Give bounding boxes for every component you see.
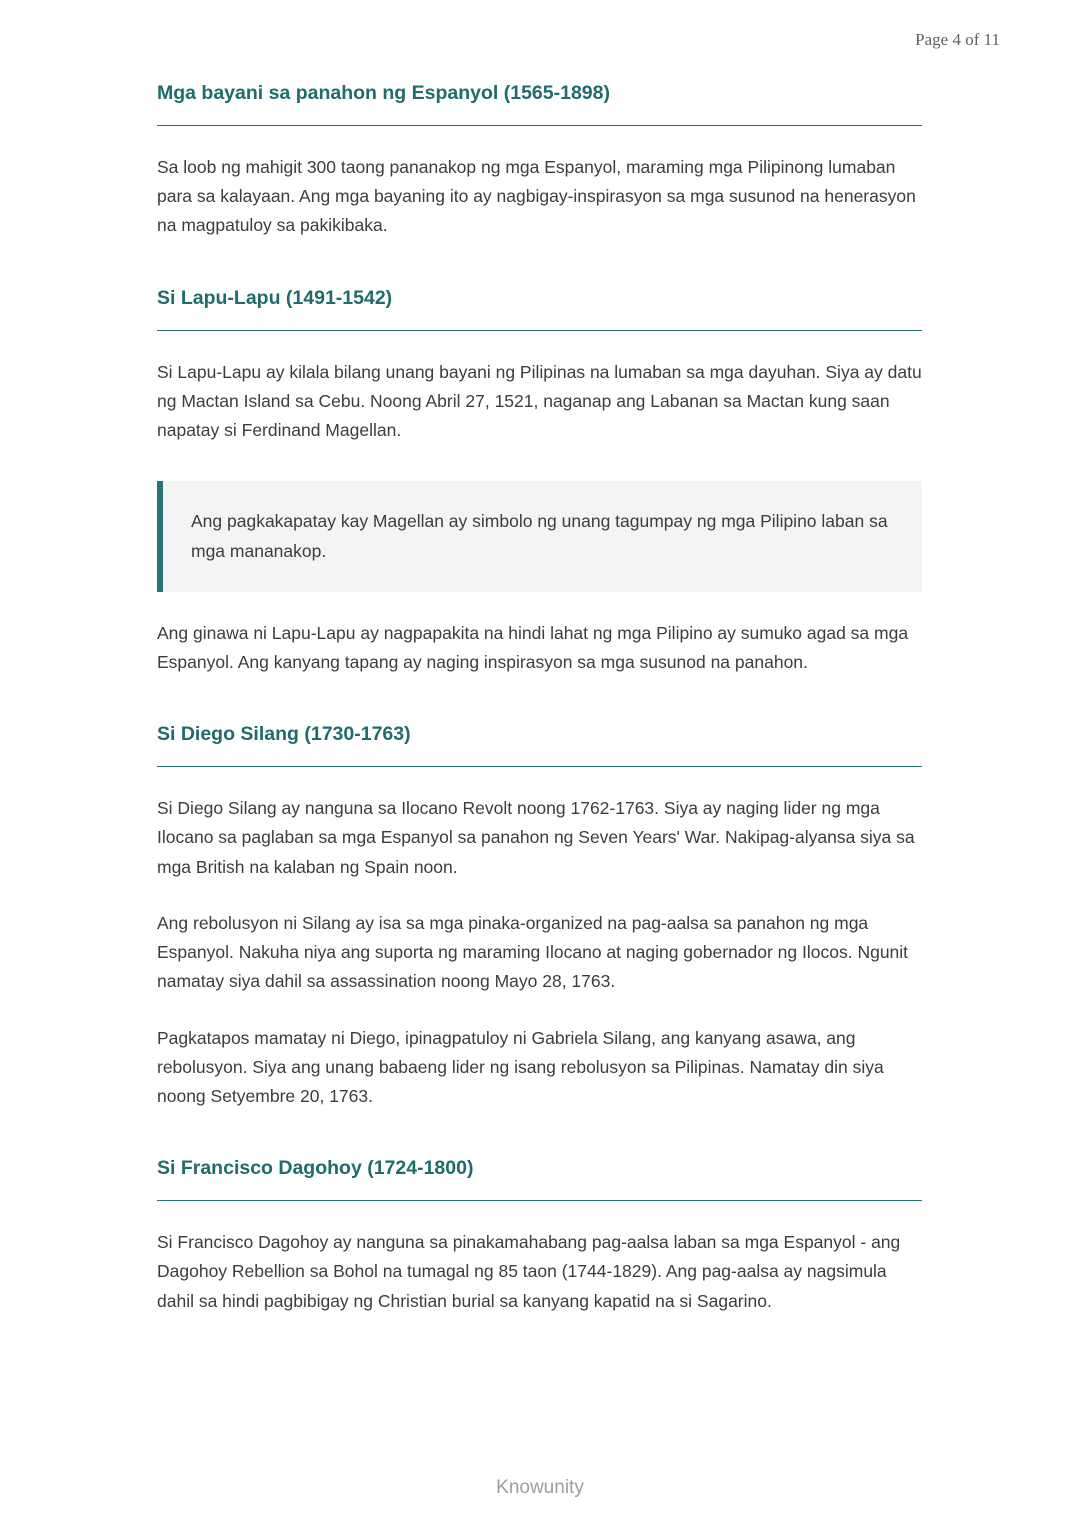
paragraph: Sa loob ng mahigit 300 taong pananakop ng mga Espanyol, maraming mga Pilipinong lumaban para sa kalayaan. Ang mga bayaning ito ay nagbigay-inspirasyon sa mga susunod na henerasyon na magpatuloy sa pakikibaka.	[157, 157, 916, 236]
paragraph: Si Lapu-Lapu ay kilala bilang unang bayani ng Pilipinas na lumaban sa mga dayuhan. Siya ay datu ng Mactan Island sa Cebu. Noong Abril 27, 1521, naganap ang Labanan sa Mactan kung saan napatay si Ferdinand Magellan.	[157, 361, 922, 441]
paragraph: Pagkatapos mamatay ni Diego, ipinagpatuloy ni Gabriela Silang, ang kanyang asawa, ang rebolusyon. Siya ang unang babaeng lider ng isang rebolusyon sa Pilipinas. Namatay din siya noong Setyembre 20, 1763.	[157, 1027, 884, 1106]
paragraph: Ang rebolusyon ni Silang ay isa sa mga pinaka-organized na pag-aalsa sa panahon ng mga Espanyol. Nakuha niya ang suporta ng maraming Ilocano at naging gobernador ng Ilocos. Ngunit namatay siya dahil sa assassination noong Mayo 28, 1763.	[157, 912, 909, 992]
quote-text: Ang pagkakapatay kay Magellan ay simbolo ng unang tagumpay ng mga Pilipino laban sa mga mananakop.	[191, 511, 888, 561]
section-title: Mga bayani sa panahon ng Espanyol (1565-1898)	[157, 82, 922, 126]
section-title: Si Lapu-Lapu (1491-1542)	[157, 287, 922, 331]
paragraph: Si Francisco Dagohoy ay nanguna sa pinakamahabang pag-aalsa laban sa mga Espanyol - ang Dagohoy Rebellion sa Bohol na tumagal ng 85 taon (1744-1829). Ang pag-aalsa ay nagsimula dahil sa hindi pagbibigay ng Christian burial sa kanyang kapatid na si Sagarino.	[157, 1232, 901, 1311]
quote-block	[157, 481, 922, 591]
paragraph: Si Diego Silang ay nanguna sa Ilocano Revolt noong 1762-1763. Siya ay naging lider ng mga Ilocano sa paglaban sa mga Espanyol sa panahon ng Seven Years' War. Nakipag-alyansa siya sa mga British na kalaban ng Spain noon.	[157, 798, 915, 877]
section-title: Si Francisco Dagohoy (1724-1800)	[157, 1157, 922, 1201]
page-number: Page 4 of 11	[915, 30, 1000, 49]
footer-brand: Knowunity	[496, 1477, 584, 1498]
section-title: Si Diego Silang (1730-1763)	[157, 723, 922, 767]
paragraph: Ang ginawa ni Lapu-Lapu ay nagpapakita na hindi lahat ng mga Pilipino ay sumuko agad sa mga Espanyol. Ang kanyang tapang ay naging inspirasyon sa mga susunod na panahon.	[157, 622, 909, 672]
